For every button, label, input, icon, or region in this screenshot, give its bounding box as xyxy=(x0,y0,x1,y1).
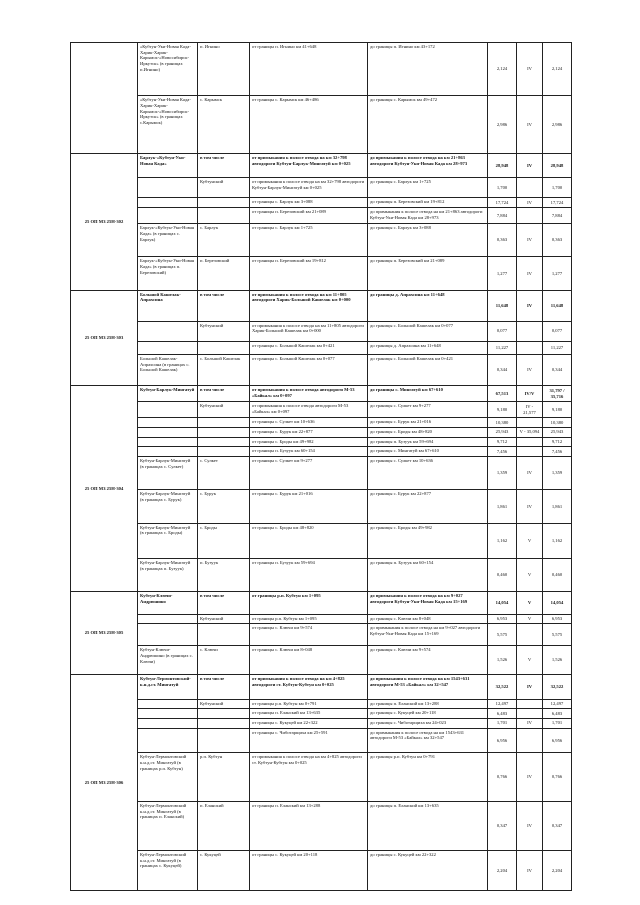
start-point-cell: от границы р.п. Кубтун км 1+095 xyxy=(250,614,368,624)
road-name-cell xyxy=(138,699,198,709)
total-length-cell: 14,054 xyxy=(543,592,572,614)
total-length-cell: 1,359 xyxy=(543,456,572,489)
start-point-cell: от границы с. Ключи км 9+574 xyxy=(250,624,368,646)
locality-cell: в том числе xyxy=(198,386,250,402)
locality-cell xyxy=(198,437,250,447)
locality-cell: п. Игнино xyxy=(198,43,250,96)
total-length-cell: 7,884 xyxy=(543,208,572,224)
table-row xyxy=(71,427,572,437)
end-point-cell: до границы с. Большой Кашелак км 0+077 xyxy=(368,321,488,341)
table-row xyxy=(71,614,572,624)
table-row xyxy=(71,456,572,489)
length-cell: 67,513 xyxy=(488,386,517,402)
length-cell: 1,700 xyxy=(488,178,517,198)
end-point-cell: до границы с. Броды км 49+982 xyxy=(368,523,488,559)
length-cell: 6,953 xyxy=(488,614,517,624)
locality-cell: с. Ключи xyxy=(198,646,250,675)
road-name-cell: Кубтун-Барлук-Мингатуй (в границах с. Сулкет) xyxy=(138,456,198,489)
total-length-cell: 7,456 xyxy=(543,447,572,457)
table-row xyxy=(71,198,572,208)
category-cell xyxy=(517,341,543,354)
locality-cell xyxy=(198,709,250,719)
length-cell: 1,162 xyxy=(488,523,517,559)
length-cell: 0,344 xyxy=(488,355,517,386)
start-point-cell: от границы р.п. Кубтун км 0+791 xyxy=(250,699,368,709)
locality-cell: п. Березовский xyxy=(198,257,250,290)
locality-cell: с. Кукуцей xyxy=(198,850,250,890)
end-point-cell: до границы с. Большой Кашелак км 0+421 xyxy=(368,355,488,386)
category-cell: IV xyxy=(517,224,543,257)
road-name-cell: Кубтун-Барлук-Мингатуй (в границах с. Броды) xyxy=(138,523,198,559)
road-name-cell xyxy=(138,418,198,428)
start-point-cell: от границы п. Березовский км 21+089 xyxy=(250,208,368,224)
start-point-cell: от границы с. Кукуцей км 20+118 xyxy=(250,850,368,890)
locality-cell xyxy=(198,427,250,437)
road-name-cell: Кубтун-Лермонтовский к.н.д.ст. Мингатуй (в границах п. Еланский) xyxy=(138,801,198,850)
end-point-cell: до границы с. Мингатуй км 67+610 xyxy=(368,386,488,402)
end-point-cell: до примыкания к полосе отвода на км 9+027 автодороги Кубтун-Уки-Новая Када км 15+169 xyxy=(368,624,488,646)
locality-cell xyxy=(198,719,250,729)
road-name-cell xyxy=(138,321,198,341)
start-point-cell: от границы с. Сулкет км 9+277 xyxy=(250,456,368,489)
table-row xyxy=(71,490,572,523)
length-cell: 28,948 xyxy=(488,153,517,177)
length-cell: 0,077 xyxy=(488,321,517,341)
locality-cell: р.п. Кубтун xyxy=(198,753,250,802)
total-length-cell: 2,204 xyxy=(543,850,572,890)
road-name-cell xyxy=(138,728,198,752)
road-name-cell: Кубтун-Барлук-Мингатуй xyxy=(138,386,198,402)
end-point-cell: до границы с. Сулкет км 10+636 xyxy=(368,456,488,489)
table-row xyxy=(71,801,572,850)
table-row xyxy=(71,178,572,198)
locality-cell: в том числе xyxy=(198,290,250,321)
total-length-cell: 31,797 / 35,716 xyxy=(543,386,572,402)
table-row xyxy=(71,437,572,447)
length-cell: 5,575 xyxy=(488,624,517,646)
category-cell xyxy=(517,728,543,752)
locality-cell: в том числе xyxy=(198,592,250,614)
table-row xyxy=(71,402,572,418)
locality-cell: п. Еланский xyxy=(198,801,250,850)
locality-cell xyxy=(198,447,250,457)
table-row xyxy=(71,559,572,592)
category-cell: V xyxy=(517,559,543,592)
length-cell: 9,712 xyxy=(488,437,517,447)
category-cell: V xyxy=(517,646,543,675)
road-name-cell xyxy=(138,198,198,208)
category-cell xyxy=(517,321,543,341)
road-name-cell xyxy=(138,427,198,437)
road-name-cell xyxy=(138,178,198,198)
start-point-cell: от границы с. Бурук км 21+016 xyxy=(250,490,368,523)
category-cell: V xyxy=(517,614,543,624)
start-point-cell: от границы п. Еланский км 13+635 xyxy=(250,709,368,719)
start-point-cell: от границы с. Карымск км 46+486 xyxy=(250,96,368,154)
total-length-cell: 9,180 xyxy=(543,402,572,418)
category-cell: IV xyxy=(517,198,543,208)
start-point-cell: от границы с. Броды км 48+820 xyxy=(250,523,368,559)
length-cell: 1,359 xyxy=(488,456,517,489)
start-point-cell: от примыкания к полосе отвода на км 4+825 автодороги ст. Кубтун-Кубтун км 0+025 xyxy=(250,753,368,802)
length-cell: 2,124 xyxy=(488,43,517,96)
start-point-cell: от границы с. Кукуцей км 22+322 xyxy=(250,719,368,729)
end-point-cell: до границы п. Игнино км 43+172 xyxy=(368,43,488,96)
start-point-cell: от примыкания к полосе отвода на км 32+798 автодороги Кубтун-Барлук-Мингатуй км 0+025 xyxy=(250,178,368,198)
road-registry-table xyxy=(70,42,572,891)
table-row xyxy=(71,753,572,802)
length-cell: 25,943 xyxy=(488,427,517,437)
category-cell: IV xyxy=(517,96,543,154)
start-point-cell: от границы с. Сулкет км 10+636 xyxy=(250,418,368,428)
road-name-cell xyxy=(138,719,198,729)
locality-cell: Кубтунский xyxy=(198,178,250,198)
locality-cell: в том числе xyxy=(198,153,250,177)
category-cell xyxy=(517,709,543,719)
category-cell: V - 35,094 xyxy=(517,427,543,437)
table-row xyxy=(71,321,572,341)
end-point-cell: до границы с. Барлук км 3+088 xyxy=(368,224,488,257)
road-name-cell: Кубтун-Лермонтовский к.н.д.ст. Мингатуй (в границах р.п. Кубтун) xyxy=(138,753,198,802)
start-point-cell: от границы с. Ключи км 8+048 xyxy=(250,646,368,675)
table-row xyxy=(71,592,572,614)
road-name-cell: Кубтун-Ключи-Андрюшино (в границах с. Ключи) xyxy=(138,646,198,675)
total-length-cell: 6,483 xyxy=(543,709,572,719)
start-point-cell: от границы с. Чиботарщиха км 25+591 xyxy=(250,728,368,752)
locality-cell: Кубтунский xyxy=(198,699,250,709)
end-point-cell: до границы р.п. Кубтун км 0+791 xyxy=(368,753,488,802)
end-point-cell: до границы п. Бузуук км 60+154 xyxy=(368,559,488,592)
end-point-cell: до примыкания к полосе отвода на км 21+863 автодороги Кубтун-Уки-Новая Када км 28+973 xyxy=(368,208,488,224)
table-row xyxy=(71,675,572,699)
table-row xyxy=(71,709,572,719)
start-point-cell: от границы п. Игнино км 41+648 xyxy=(250,43,368,96)
end-point-cell: до границы п. Березовский км 19+812 xyxy=(368,198,488,208)
road-name-cell: Кубтун-Лермонтовский к.н.д.ст. Мингатуй (в границах с. Кукуцей) xyxy=(138,850,198,890)
locality-cell: с. Барлук xyxy=(198,224,250,257)
road-code-cell: 25 ОП МЗ 25Н-303 xyxy=(71,290,138,385)
end-point-cell: до границы с. Бурук км 21+016 xyxy=(368,418,488,428)
category-cell xyxy=(517,418,543,428)
total-length-cell: 6,953 xyxy=(543,614,572,624)
end-point-cell: до границы с. Ключи км 8+048 xyxy=(368,614,488,624)
length-cell: 6,483 xyxy=(488,709,517,719)
end-point-cell: до границы п. Еланский км 13+288 xyxy=(368,699,488,709)
end-point-cell: до границы с. Чиботарщиха км 24+023 xyxy=(368,719,488,729)
category-cell xyxy=(517,178,543,198)
table-row xyxy=(71,290,572,321)
total-length-cell: 0,347 xyxy=(543,801,572,850)
length-cell: 10,380 xyxy=(488,418,517,428)
end-point-cell: до границы д. Апрахсина км 11+648 xyxy=(368,341,488,354)
table-row xyxy=(71,96,572,154)
length-cell: 1,861 xyxy=(488,490,517,523)
total-length-cell: 1,861 xyxy=(543,490,572,523)
end-point-cell: до примыкания к полосе отвода на км 21+863 автодороги Кубтун-Уки-Новая Када км 28+973 xyxy=(368,153,488,177)
category-cell: IV xyxy=(517,290,543,321)
road-name-cell xyxy=(138,447,198,457)
length-cell: 0,460 xyxy=(488,559,517,592)
table-row xyxy=(71,418,572,428)
locality-cell: с. Бурук xyxy=(198,490,250,523)
start-point-cell: от границы с. Барлук км 3+088 xyxy=(250,198,368,208)
category-cell: IV xyxy=(517,490,543,523)
length-cell: 0,363 xyxy=(488,224,517,257)
start-point-cell: от примыкания к полосе отвода на км 32+798 автодороги Кубтун-Барлук-Мингатуй км 0+025 xyxy=(250,153,368,177)
total-length-cell: 10,380 xyxy=(543,418,572,428)
table-row xyxy=(71,153,572,177)
total-length-cell: 1,162 xyxy=(543,523,572,559)
locality-cell: с. Броды xyxy=(198,523,250,559)
start-point-cell: от границы п. Бузуук км 60+154 xyxy=(250,447,368,457)
locality-cell: Кубтунский xyxy=(198,402,250,418)
road-name-cell xyxy=(138,709,198,719)
locality-cell: п. Бузуук xyxy=(198,559,250,592)
category-cell: IV xyxy=(517,153,543,177)
locality-cell xyxy=(198,624,250,646)
road-name-cell xyxy=(138,614,198,624)
total-length-cell: 11,648 xyxy=(543,290,572,321)
table-row xyxy=(71,728,572,752)
category-cell: V xyxy=(517,592,543,614)
total-length-cell: 5,575 xyxy=(543,624,572,646)
length-cell: 2,204 xyxy=(488,850,517,890)
total-length-cell: 0,363 xyxy=(543,224,572,257)
road-code-cell: 25 ОП МЗ 25Н-306 xyxy=(71,675,138,891)
end-point-cell: до границы с. Кукуцей км 20+118 xyxy=(368,709,488,719)
category-cell xyxy=(517,208,543,224)
table-row xyxy=(71,646,572,675)
start-point-cell: от границы с. Большой Кашелак км 0+421 xyxy=(250,341,368,354)
total-length-cell: 0,766 xyxy=(543,753,572,802)
road-name-cell: Кубтун-Ключи-Андрюшино xyxy=(138,592,198,614)
total-length-cell: 1,701 xyxy=(543,719,572,729)
start-point-cell: от границы п. Еланский км 13+288 xyxy=(250,801,368,850)
road-name-cell: Кубтун-Барлук-Мингатуй (в границах с. Бурук) xyxy=(138,490,198,523)
start-point-cell: от границы с. Броды км 49+982 xyxy=(250,437,368,447)
table-row xyxy=(71,355,572,386)
road-name-cell: Барлук-«Кубтун-Уки-Новая Када» (в границах с. Барлук) xyxy=(138,224,198,257)
length-cell: 12,497 xyxy=(488,699,517,709)
table-row xyxy=(71,257,572,290)
category-cell xyxy=(517,624,543,646)
total-length-cell: 12,497 xyxy=(543,699,572,709)
length-cell: 11,648 xyxy=(488,290,517,321)
category-cell: IV xyxy=(517,456,543,489)
locality-cell: с. Карымск xyxy=(198,96,250,154)
road-name-cell: «Кубтун-Уки-Новая Када-Харик-Харик-Карымск-«Новосибирск-Иркутск» (в границах с.Карымск) xyxy=(138,96,198,154)
start-point-cell: от границы с. Бурук км 22+877 xyxy=(250,427,368,437)
table-row xyxy=(71,850,572,890)
length-cell: 11,227 xyxy=(488,341,517,354)
locality-cell: с. Большой Кашелак xyxy=(198,355,250,386)
category-cell xyxy=(517,447,543,457)
road-name-cell: Кубтун-Лермонтовский-к.н.д.ст. Мингатуй xyxy=(138,675,198,699)
table-row xyxy=(71,341,572,354)
end-point-cell: до границы с. Бурук км 22+877 xyxy=(368,490,488,523)
category-cell xyxy=(517,699,543,709)
table-row xyxy=(71,208,572,224)
end-point-cell: до примыкания к полосе отвода на км 1543+631 автодороги М-53 «Байкал» км 32+547 xyxy=(368,728,488,752)
start-point-cell: от примыкания к полосе отвода автодороги М-53 «Байкал» км 0+097 xyxy=(250,402,368,418)
start-point-cell: от границы р.п. Кубтун км 1+095 xyxy=(250,592,368,614)
total-length-cell: 28,948 xyxy=(543,153,572,177)
road-name-cell: «Кубтун-Уки-Новая Када-Харик-Харик-Карымск-«Новосибирск-Иркутск» (в границах п.Игнино) xyxy=(138,43,198,96)
category-cell: IV xyxy=(517,850,543,890)
end-point-cell: до примыкания к полосе отвода на км 1543+631 автодороги М-53 «Байкал» км 32+547 xyxy=(368,675,488,699)
table-row xyxy=(71,224,572,257)
start-point-cell: от примыкания к полосе отвода автодороги М-53 «Байкал» км 0+097 xyxy=(250,386,368,402)
category-cell: IV/V xyxy=(517,386,543,402)
total-length-cell: 0,077 xyxy=(543,321,572,341)
locality-cell: в том числе xyxy=(198,675,250,699)
locality-cell: с. Сулкет xyxy=(198,456,250,489)
road-name-cell: Барлук-«Кубтун-Уки-Новая Када» (в границах п. Березовский) xyxy=(138,257,198,290)
table-row xyxy=(71,386,572,402)
road-name-cell xyxy=(138,402,198,418)
length-cell: 7,456 xyxy=(488,447,517,457)
road-name-cell xyxy=(138,341,198,354)
table-row xyxy=(71,523,572,559)
end-point-cell: до границы с. Кукуцей км 22+322 xyxy=(368,850,488,890)
length-cell: 1,701 xyxy=(488,719,517,729)
total-length-cell: 1,277 xyxy=(543,257,572,290)
table-row xyxy=(71,719,572,729)
length-cell: 9,180 xyxy=(488,402,517,418)
length-cell: 1,526 xyxy=(488,646,517,675)
total-length-cell: 0,460 xyxy=(543,559,572,592)
road-name-cell xyxy=(138,624,198,646)
total-length-cell: 1,526 xyxy=(543,646,572,675)
start-point-cell: от границы п. Бузуук км 59+694 xyxy=(250,559,368,592)
start-point-cell: от примыкания к полосе отвода на км 4+825 автодороги ст. Кубтун-Кубтун км 0+025 xyxy=(250,675,368,699)
total-length-cell: 0,344 xyxy=(543,355,572,386)
end-point-cell: до границы д. Апрахсина км 11+648 xyxy=(368,290,488,321)
start-point-cell: от примыкания к полосе отвода на км 11+805 автодороги Харик-Большой Кашелак км 0+000 xyxy=(250,321,368,341)
locality-cell xyxy=(198,418,250,428)
total-length-cell: 1,700 xyxy=(543,178,572,198)
road-name-cell: Большой Кашелак-Апрахсина (в границах с. Большой Кашелак) xyxy=(138,355,198,386)
length-cell: 0,347 xyxy=(488,801,517,850)
table-row xyxy=(71,624,572,646)
end-point-cell: до границы с. Сулкет км 9+277 xyxy=(368,402,488,418)
locality-cell xyxy=(198,198,250,208)
category-cell: IV xyxy=(517,753,543,802)
road-name-cell: Кубтун-Барлук-Мингатуй (в границах п. Бузуук) xyxy=(138,559,198,592)
start-point-cell: от примыкания к полосе отвода на км 11+805 автодороги Харик-Большой Кашелак км 0+000 xyxy=(250,290,368,321)
locality-cell xyxy=(198,341,250,354)
road-code-cell: 25 ОП МЗ 25Н-302 xyxy=(71,153,138,290)
locality-cell xyxy=(198,208,250,224)
table-row xyxy=(71,447,572,457)
start-point-cell: от границы с. Барлук км 1+725 xyxy=(250,224,368,257)
category-cell: IV xyxy=(517,257,543,290)
total-length-cell: 2,124 xyxy=(543,43,572,96)
category-cell: IV xyxy=(517,801,543,850)
length-cell: 14,054 xyxy=(488,592,517,614)
locality-cell: Кубтунский xyxy=(198,614,250,624)
length-cell: 17,724 xyxy=(488,198,517,208)
category-cell: IV - 21,577 xyxy=(517,402,543,418)
category-cell: IV xyxy=(517,719,543,729)
start-point-cell: от границы п. Березовский км 19+812 xyxy=(250,257,368,290)
table-row xyxy=(71,699,572,709)
road-name-cell: Барлук-«Кубтун-Уки-Новая Када» xyxy=(138,153,198,177)
category-cell: V xyxy=(517,523,543,559)
road-code-cell: 25 ОП МЗ 25Н-304 xyxy=(71,386,138,592)
category-cell: IV xyxy=(517,43,543,96)
road-name-cell: Большой Кашелак-Апрахсина xyxy=(138,290,198,321)
road-code-cell xyxy=(71,43,138,154)
total-length-cell: 32,522 xyxy=(543,675,572,699)
end-point-cell: до границы с. Мингатуй км 67+610 xyxy=(368,447,488,457)
end-point-cell: до примыкания к полосе отвода на км 9+027 автодороги Кубтун-Уки-Новая Када км 15+169 xyxy=(368,592,488,614)
road-name-cell xyxy=(138,437,198,447)
end-point-cell: до границы с. Карымск км 49+472 xyxy=(368,96,488,154)
locality-cell: Кубтунский xyxy=(198,321,250,341)
end-point-cell: до границы с. Барлук км 1+725 xyxy=(368,178,488,198)
locality-cell xyxy=(198,728,250,752)
total-length-cell: 9,712 xyxy=(543,437,572,447)
end-point-cell: до границы п. Бузуук км 59+694 xyxy=(368,437,488,447)
total-length-cell: 25,943 xyxy=(543,427,572,437)
end-point-cell: до границы п. Еланский км 13+635 xyxy=(368,801,488,850)
total-length-cell: 17,724 xyxy=(543,198,572,208)
road-code-cell: 25 ОП МЗ 25Н-305 xyxy=(71,592,138,675)
total-length-cell: 11,227 xyxy=(543,341,572,354)
end-point-cell: до границы с. Ключи км 9+574 xyxy=(368,646,488,675)
start-point-cell: от границы с. Большой Кашелак км 0+077 xyxy=(250,355,368,386)
length-cell: 32,522 xyxy=(488,675,517,699)
road-name-cell xyxy=(138,208,198,224)
length-cell: 1,277 xyxy=(488,257,517,290)
end-point-cell: до границы с. Броды км 48+820 xyxy=(368,427,488,437)
length-cell: 6,956 xyxy=(488,728,517,752)
total-length-cell: 6,956 xyxy=(543,728,572,752)
category-cell: IV xyxy=(517,355,543,386)
length-cell: 0,766 xyxy=(488,753,517,802)
length-cell: 7,884 xyxy=(488,208,517,224)
length-cell: 2,986 xyxy=(488,96,517,154)
table-row xyxy=(71,43,572,96)
total-length-cell: 2,986 xyxy=(543,96,572,154)
category-cell xyxy=(517,437,543,447)
category-cell: IV xyxy=(517,675,543,699)
end-point-cell: до границы п. Березовский км 21+089 xyxy=(368,257,488,290)
